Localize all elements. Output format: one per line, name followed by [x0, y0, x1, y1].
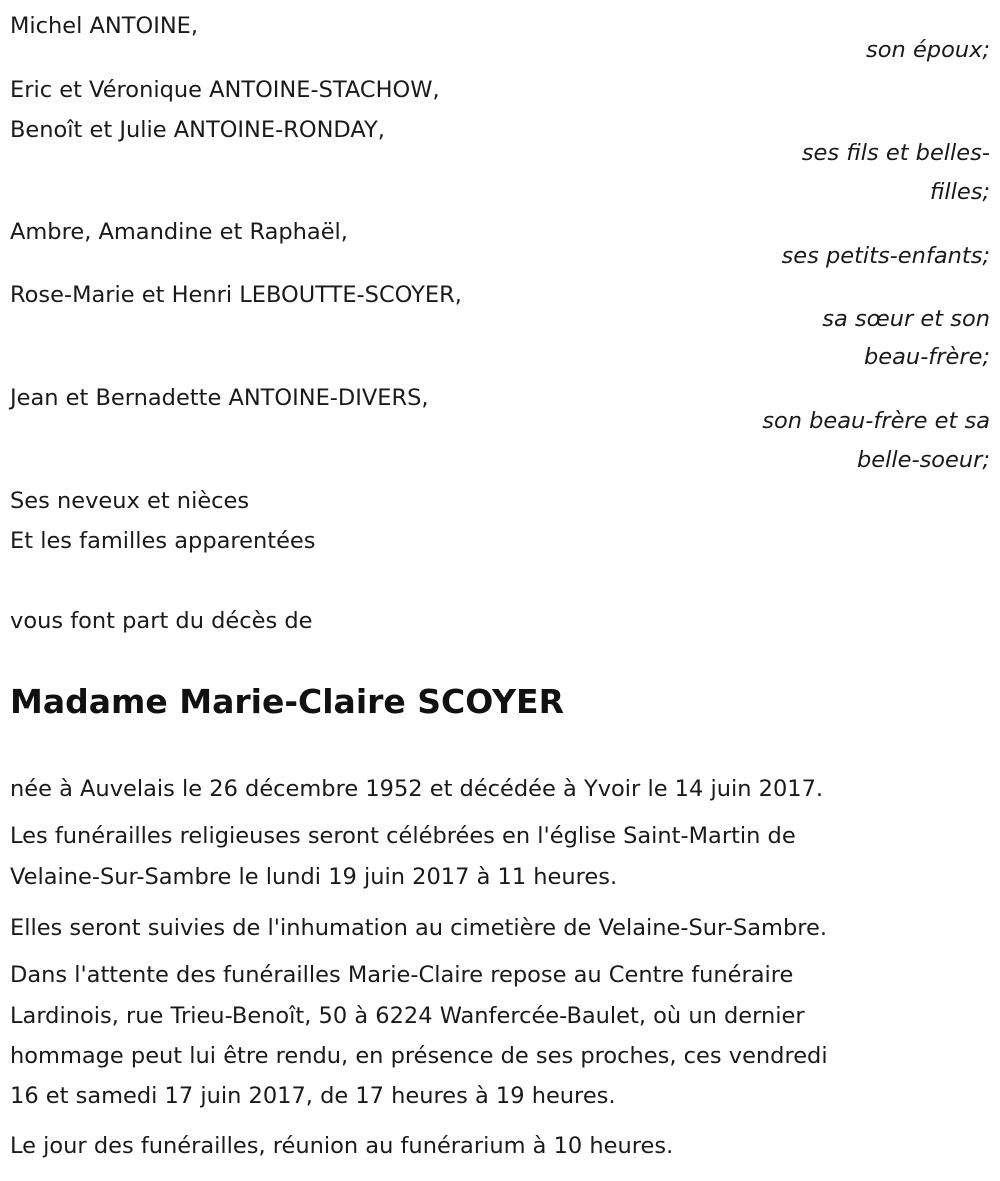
- others-line: Et les familles apparentées: [10, 528, 316, 554]
- body-line: Velaine-Sur-Sambre le lundi 19 juin 2017 à 11 heures.: [10, 864, 618, 890]
- family-name: Rose-Marie et Henri LEBOUTTE-SCOYER,: [10, 282, 462, 308]
- family-name: Michel ANTOINE,: [10, 13, 199, 39]
- family-relation: sa sœur et son: [822, 306, 990, 332]
- deceased-name: Madame Marie-Claire SCOYER: [10, 682, 564, 721]
- family-name: Eric et Véronique ANTOINE-STACHOW,: [10, 77, 440, 103]
- others-line: Ses neveux et nièces: [10, 488, 250, 514]
- family-name: Ambre, Amandine et Raphaël,: [10, 219, 348, 245]
- family-relation: ses fils et belles-: [801, 140, 990, 166]
- body-line: Le jour des funérailles, réunion au funérarium à 10 heures.: [10, 1133, 674, 1159]
- family-relation: son époux;: [866, 37, 990, 63]
- family-relation: ses petits-enfants;: [781, 243, 990, 269]
- body-line: 16 et samedi 17 juin 2017, de 17 heures à 19 heures.: [10, 1083, 616, 1109]
- announcement: vous font part du décès de: [10, 608, 313, 634]
- body-line: née à Auvelais le 26 décembre 1952 et décédée à Yvoir le 14 juin 2017.: [10, 776, 824, 802]
- body-line: Les funérailles religieuses seront célébrées en l'église Saint-Martin de: [10, 823, 796, 849]
- family-relation: son beau-frère et sa: [762, 408, 990, 434]
- body-line: hommage peut lui être rendu, en présence de ses proches, ces vendredi: [10, 1043, 828, 1069]
- family-name: Benoît et Julie ANTOINE-RONDAY,: [10, 117, 385, 143]
- family-name: Jean et Bernadette ANTOINE-DIVERS,: [10, 385, 429, 411]
- body-line: Lardinois, rue Trieu-Benoît, 50 à 6224 Wanfercée-Baulet, où un dernier: [10, 1003, 805, 1029]
- body-line: Elles seront suivies de l'inhumation au cimetière de Velaine-Sur-Sambre.: [10, 915, 827, 941]
- family-relation: beau-frère;: [864, 344, 990, 370]
- family-relation: belle-soeur;: [856, 447, 990, 473]
- family-relation: filles;: [929, 179, 990, 205]
- body-line: Dans l'attente des funérailles Marie-Claire repose au Centre funéraire: [10, 962, 794, 988]
